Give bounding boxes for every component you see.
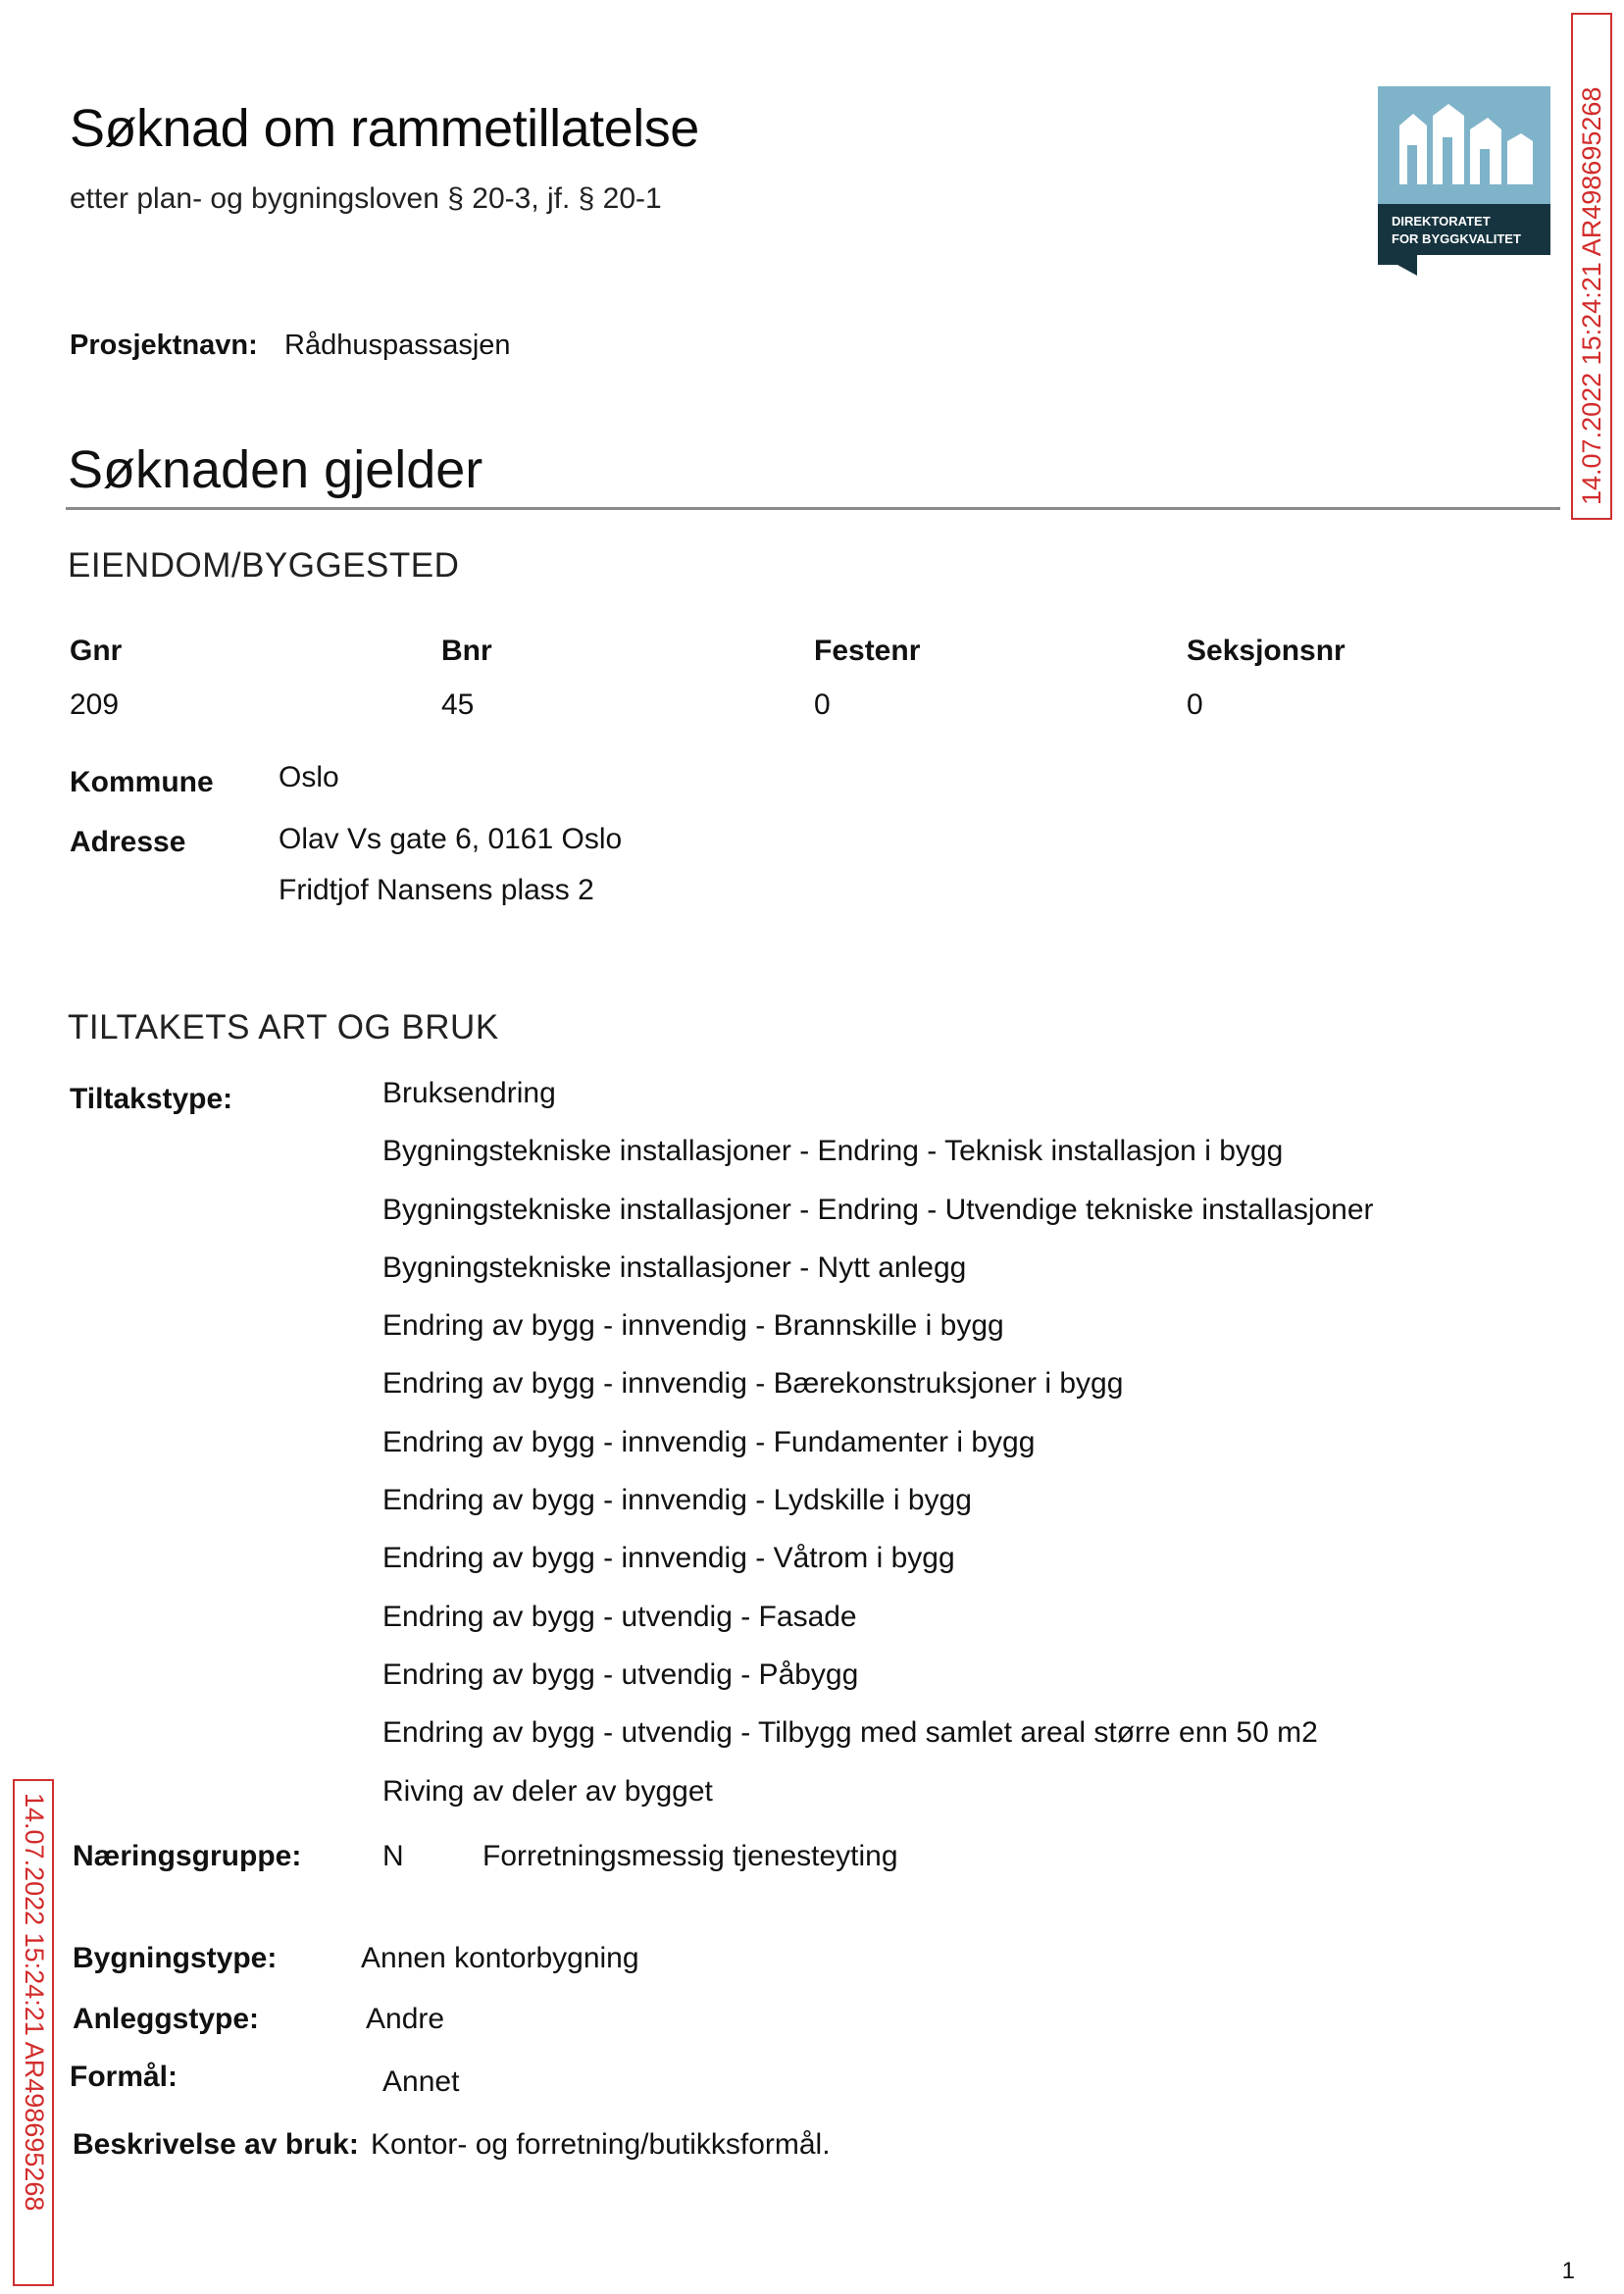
- adresse-line-2: Fridtjof Nansens plass 2: [279, 874, 594, 906]
- list-item: Bruksendring: [382, 1077, 556, 1109]
- receipt-stamp-bottom-text: 14.07.2022 15:24:21 AR498695268: [20, 1793, 49, 2212]
- list-item: Endring av bygg - innvendig - Bærekonstruksjoner i bygg: [382, 1367, 1124, 1401]
- list-item: Bygningstekniske installasjoner - Endring - Utvendige tekniske installasjoner: [382, 1193, 1374, 1226]
- seksjonsnr-label: Seksjonsnr: [1187, 635, 1345, 667]
- dibk-logo: [1378, 86, 1550, 276]
- list-item: Endring av bygg - utvendig - Påbygg: [382, 1657, 859, 1691]
- bnr-value: 45: [441, 688, 475, 721]
- page-number: 1: [1561, 2258, 1575, 2284]
- naeringsgruppe-code: N: [382, 1840, 404, 1872]
- anleggstype-value: Andre: [366, 2003, 445, 2035]
- bygningstype-value: Annen kontorbygning: [361, 1942, 639, 1974]
- tiltakstype-label: Tiltakstype:: [70, 1083, 233, 1115]
- formaal-label: Formål:: [70, 2061, 178, 2093]
- bnr-label: Bnr: [441, 635, 492, 667]
- naeringsgruppe-value: Forretningsmessig tjenesteyting: [482, 1840, 898, 1872]
- list-item: Endring av bygg - innvendig - Brannskille i bygg: [382, 1309, 1004, 1343]
- tiltakstype-list: [382, 1079, 1374, 1835]
- section-divider: [66, 507, 1560, 510]
- kommune-label: Kommune: [70, 766, 214, 798]
- list-item: Endring av bygg - innvendig - Våtrom i bygg: [382, 1542, 955, 1575]
- list-item: Bygningstekniske installasjoner - Endring - Teknisk installasjon i bygg: [382, 1135, 1284, 1168]
- project-label: Prosjektnavn:: [70, 330, 258, 361]
- receipt-stamp-bottom: [13, 1779, 54, 2286]
- document-title: Søknad om rammetillatelse: [70, 99, 699, 158]
- bygningstype-label: Bygningstype:: [73, 1942, 278, 1974]
- festenr-value: 0: [814, 688, 831, 721]
- receipt-stamp-top-text: 14.07.2022 15:24:21 AR498695268: [1577, 86, 1606, 505]
- section-title: Søknaden gjelder: [68, 440, 483, 499]
- list-item: Bygningstekniske installasjoner - Nytt anlegg: [382, 1250, 967, 1284]
- property-heading: EIENDOM/BYGGESTED: [68, 546, 460, 585]
- seksjonsnr-value: 0: [1187, 688, 1203, 721]
- gnr-label: Gnr: [70, 635, 123, 667]
- list-item: Endring av bygg - innvendig - Lydskille i bygg: [382, 1484, 972, 1517]
- tiltak-heading: TILTAKETS ART OG BRUK: [68, 1008, 499, 1046]
- logo-text-line1: DIREKTORATET: [1392, 214, 1491, 229]
- document-subtitle: etter plan- og bygningsloven § 20-3, jf. § 20-1: [70, 182, 662, 215]
- list-item: Endring av bygg - utvendig - Fasade: [382, 1600, 857, 1633]
- beskrivelse-value: Kontor- og forretning/butikksformål.: [371, 2128, 831, 2161]
- festenr-label: Festenr: [814, 635, 921, 667]
- formaal-value: Annet: [382, 2065, 460, 2098]
- naeringsgruppe-label: Næringsgruppe:: [73, 1840, 302, 1872]
- logo-text-line2: FOR BYGGKVALITET: [1392, 231, 1521, 246]
- gnr-value: 209: [70, 688, 120, 721]
- beskrivelse-label: Beskrivelse av bruk:: [73, 2128, 359, 2161]
- list-item: Endring av bygg - utvendig - Tilbygg med samlet areal større enn 50 m2: [382, 1716, 1318, 1750]
- project-value: Rådhuspassasjen: [284, 330, 511, 361]
- adresse-line-1: Olav Vs gate 6, 0161 Oslo: [279, 823, 623, 855]
- anleggstype-label: Anleggstype:: [73, 2003, 260, 2035]
- building-logo-icon: [1378, 86, 1550, 276]
- list-item: Riving av deler av bygget: [382, 1774, 713, 1808]
- list-item: Endring av bygg - innvendig - Fundamenter i bygg: [382, 1425, 1036, 1458]
- adresse-label: Adresse: [70, 826, 186, 858]
- kommune-value: Oslo: [279, 761, 339, 793]
- receipt-stamp-top: [1571, 13, 1612, 520]
